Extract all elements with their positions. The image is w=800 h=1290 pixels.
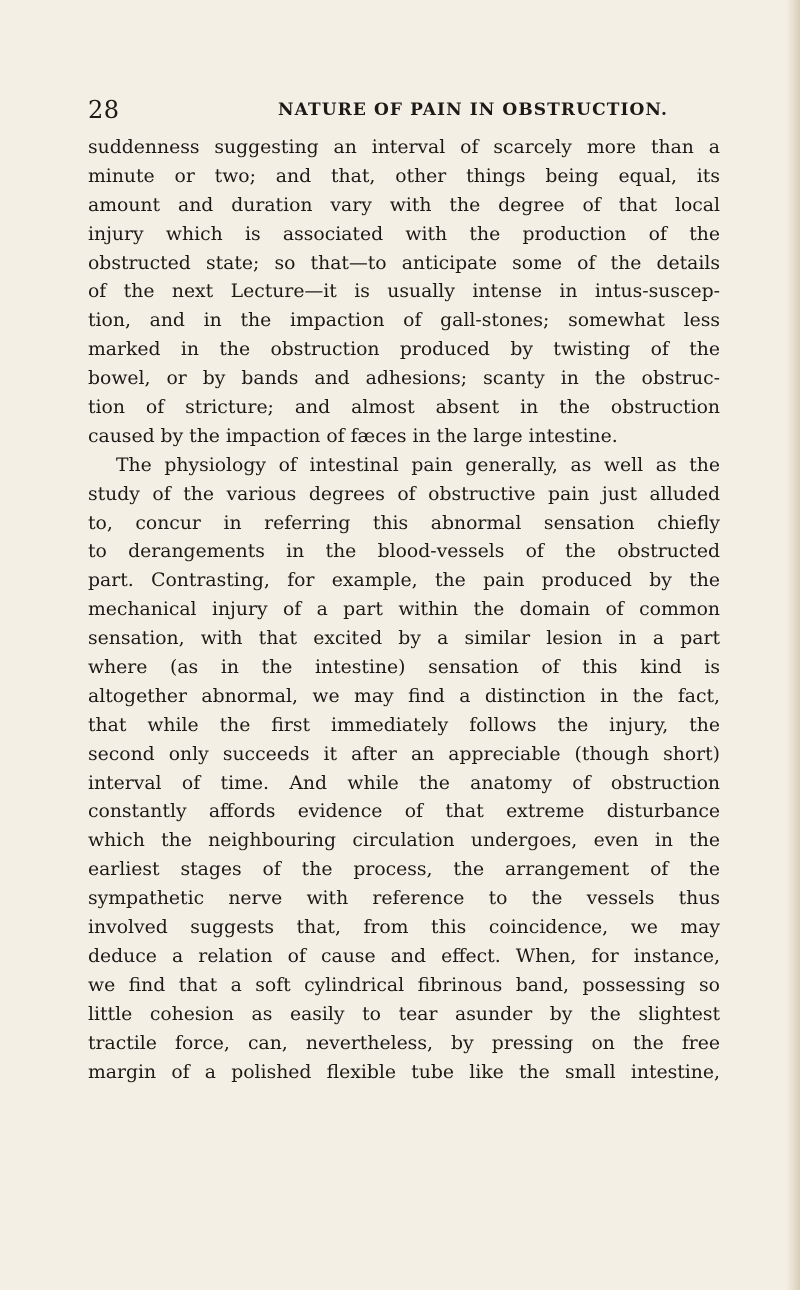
- text-line: little cohesion as easily to tear asunder by the slightest: [88, 1003, 720, 1025]
- page-edge-shadow: [786, 0, 800, 1290]
- text-line: altogether abnormal, we may find a distinction in the fact,: [88, 685, 720, 707]
- text-line: we find that a soft cylindrical fibrinous band, possessing so: [88, 974, 720, 996]
- text-line: amount and duration vary with the degree of that local: [88, 194, 720, 216]
- text-line: that while the first immediately follows the injury, the: [88, 714, 720, 736]
- text-line: obstructed state; so that—to anticipate some of the details: [88, 252, 720, 274]
- text-line: part. Contrasting, for example, the pain produced by the: [88, 570, 720, 592]
- text-line: minute or two; and that, other things being equal, its: [88, 165, 720, 187]
- text-line: second only succeeds it after an appreciable (though short): [88, 743, 720, 765]
- text-line: which the neighbouring circulation undergoes, even in the: [88, 830, 720, 852]
- text-line: deduce a relation of cause and effect. When, for instance,: [88, 945, 720, 967]
- text-line: to derangements in the blood-vessels of the obstructed: [88, 541, 720, 563]
- text-line: interval of time. And while the anatomy of obstruction: [88, 772, 720, 794]
- text-line: tractile force, can, nevertheless, by pressing on the free: [88, 1032, 720, 1054]
- page-header: [88, 96, 720, 130]
- text-line: mechanical injury of a part within the domain of common: [88, 599, 720, 621]
- text-line: injury which is associated with the production of the: [88, 223, 720, 245]
- text-line: caused by the impaction of fæces in the large intestine.: [88, 425, 618, 447]
- text-line: study of the various degrees of obstructive pain just alluded: [88, 483, 720, 505]
- text-line: constantly affords evidence of that extreme disturbance: [88, 801, 720, 823]
- text-line: tion of stricture; and almost absent in the obstruction: [88, 397, 720, 419]
- text-line: involved suggests that, from this coincidence, we may: [88, 917, 720, 939]
- text-line: where (as in the intestine) sensation of this kind is: [88, 657, 720, 679]
- text-line: The physiology of intestinal pain generally, as well as the: [116, 454, 720, 476]
- text-line: bowel, or by bands and adhesions; scanty in the obstruc-: [88, 368, 720, 390]
- text-line: suddenness suggesting an interval of scarcely more than a: [88, 137, 720, 158]
- running-head: NATURE OF PAIN IN OBSTRUCTION.: [278, 100, 668, 120]
- page-number: 28: [88, 96, 120, 124]
- text-line: of the next Lecture—it is usually intense in intus-suscep-: [88, 281, 720, 303]
- text-line: to, concur in referring this abnormal sensation chiefly: [88, 512, 720, 534]
- text-line: earliest stages of the process, the arrangement of the: [88, 859, 720, 881]
- text-line: sympathetic nerve with reference to the vessels thus: [88, 888, 720, 910]
- text-line: tion, and in the impaction of gall-stones; somewhat less: [88, 310, 720, 332]
- body-text: [88, 134, 720, 1087]
- text-line: marked in the obstruction produced by twisting of the: [88, 339, 720, 361]
- text-line: sensation, with that excited by a similar lesion in a part: [88, 628, 720, 650]
- text-line: margin of a polished flexible tube like the small intestine,: [88, 1061, 720, 1083]
